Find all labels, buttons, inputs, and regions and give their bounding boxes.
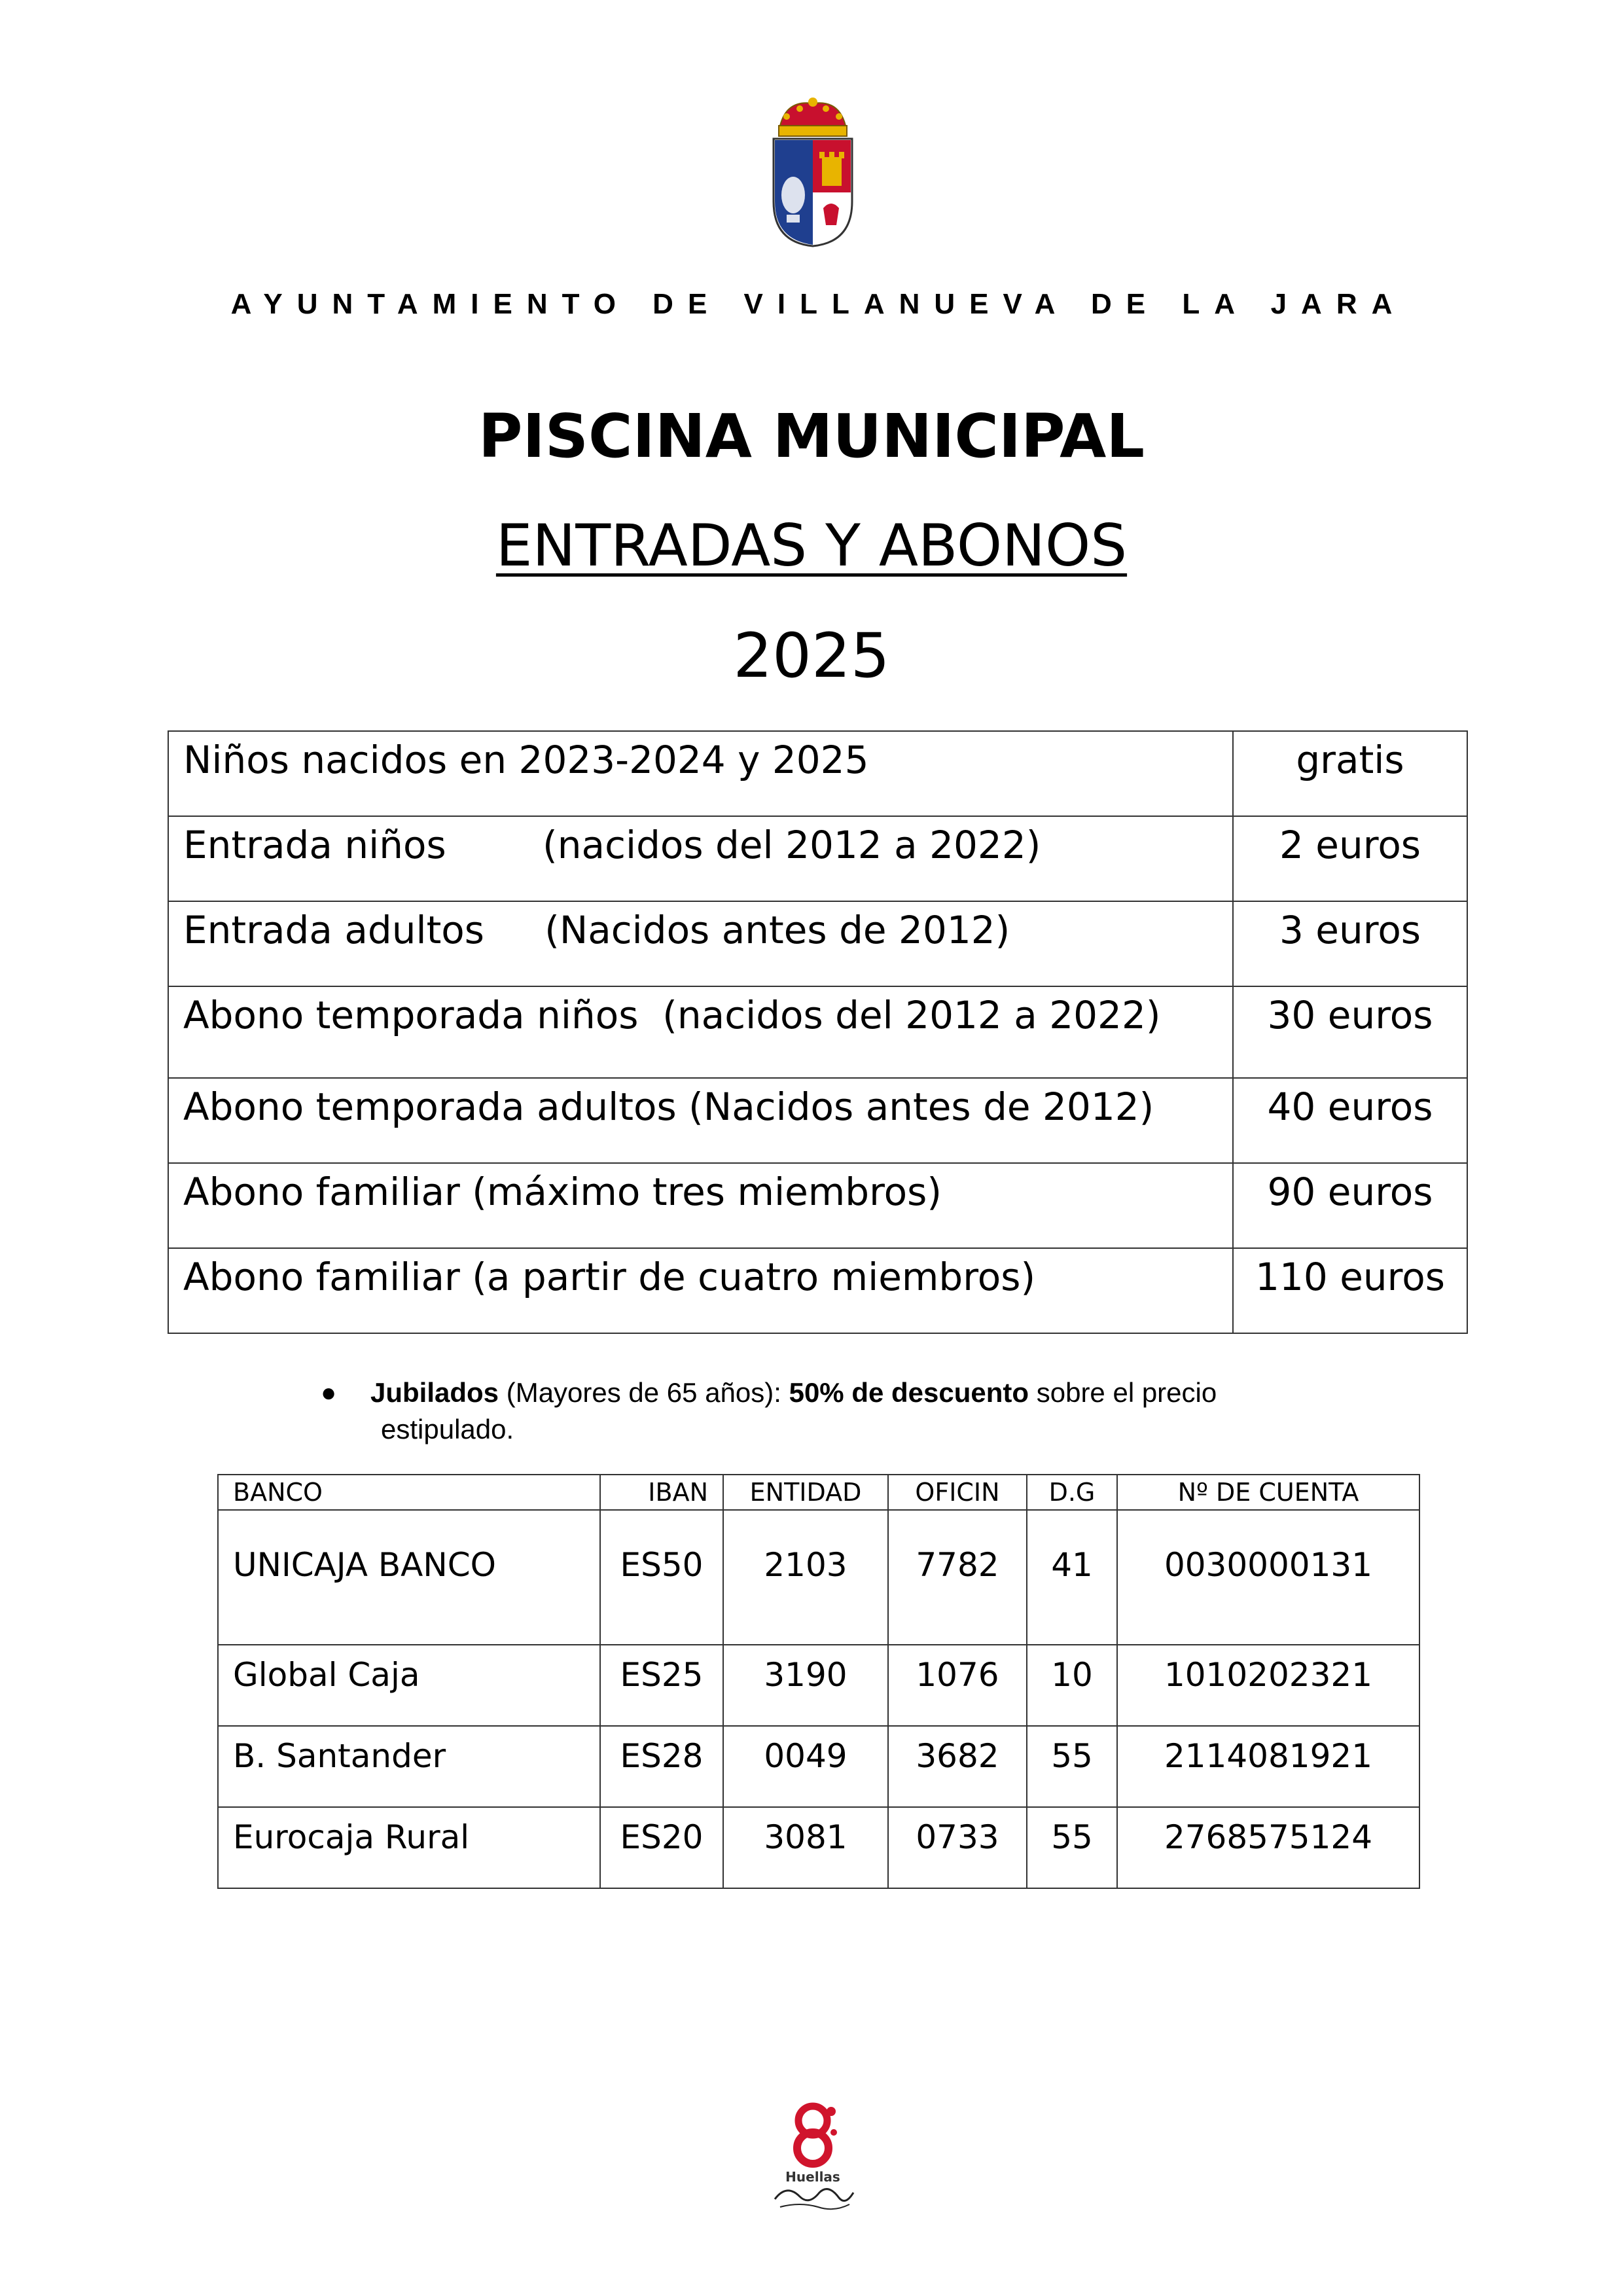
price-label: Entrada niños (nacidos del 2012 a 2022) xyxy=(168,816,1233,901)
prices-table xyxy=(168,730,1468,1334)
iban-value: ES20 xyxy=(600,1807,723,1888)
note-text: (Mayores de 65 años): xyxy=(499,1377,789,1408)
price-value: 110 euros xyxy=(1233,1248,1467,1333)
bank-name: Eurocaja Rural xyxy=(218,1807,600,1888)
bullet-icon: ● xyxy=(321,1378,337,1407)
council-name: AYUNTAMIENTO DE VILLANUEVA DE LA JARA xyxy=(230,288,1407,320)
bank-accounts-table xyxy=(217,1474,1420,1889)
logo-caption: Huellas xyxy=(785,2169,840,2185)
bank-name: UNICAJA BANCO xyxy=(218,1510,600,1645)
price-value: 40 euros xyxy=(1233,1078,1467,1163)
page-subtitle xyxy=(0,512,1623,580)
table-row xyxy=(218,1510,1419,1645)
office-value: 3682 xyxy=(888,1726,1027,1807)
iban-value: ES28 xyxy=(600,1726,723,1807)
coat-of-arms-icon xyxy=(760,97,865,249)
price-value: 30 euros xyxy=(1233,986,1467,1078)
note-line-2: estipulado. xyxy=(381,1414,514,1444)
price-label: Abono temporada niños (nacidos del 2012 a 2022) xyxy=(168,986,1233,1078)
account-value: 0030000131 xyxy=(1117,1510,1419,1645)
office-value: 0733 xyxy=(888,1807,1027,1888)
account-value: 2768575124 xyxy=(1117,1807,1419,1888)
column-header-account: Nº DE CUENTA xyxy=(1117,1475,1419,1510)
entity-value: 3081 xyxy=(723,1807,888,1888)
retiree-discount-note xyxy=(321,1374,1355,1448)
price-value: 3 euros xyxy=(1233,901,1467,986)
huellas-logo xyxy=(760,2094,865,2216)
table-row xyxy=(168,1078,1467,1163)
dg-value: 41 xyxy=(1027,1510,1117,1645)
price-value: 90 euros xyxy=(1233,1163,1467,1248)
entity-value: 2103 xyxy=(723,1510,888,1645)
note-bold-discount: 50% de descuento xyxy=(789,1377,1029,1408)
iban-value: ES25 xyxy=(600,1645,723,1726)
note-line-1 xyxy=(370,1374,1355,1411)
account-value: 1010202321 xyxy=(1117,1645,1419,1726)
office-value: 1076 xyxy=(888,1645,1027,1726)
entity-value: 0049 xyxy=(723,1726,888,1807)
table-row xyxy=(168,901,1467,986)
subtitle-text: ENTRADAS Y ABONOS xyxy=(495,512,1128,579)
dg-value: 55 xyxy=(1027,1807,1117,1888)
price-label: Abono temporada adultos (Nacidos antes de 2012) xyxy=(168,1078,1233,1163)
year-label: 2025 xyxy=(733,620,890,692)
price-value: 2 euros xyxy=(1233,816,1467,901)
huellas-logo-icon xyxy=(760,2094,865,2216)
price-label: Entrada adultos (Nacidos antes de 2012) xyxy=(168,901,1233,986)
iban-value: ES50 xyxy=(600,1510,723,1645)
table-row xyxy=(218,1726,1419,1807)
column-header-dg: D.G xyxy=(1027,1475,1117,1510)
price-label: Abono familiar (a partir de cuatro miembros) xyxy=(168,1248,1233,1333)
table-header-row xyxy=(218,1475,1419,1510)
table-row xyxy=(168,986,1467,1078)
price-label: Niños nacidos en 2023-2024 y 2025 xyxy=(168,731,1233,816)
column-header-entity: ENTIDAD xyxy=(723,1475,888,1510)
bank-name: B. Santander xyxy=(218,1726,600,1807)
table-row xyxy=(168,1163,1467,1248)
table-row xyxy=(168,816,1467,901)
entity-value: 3190 xyxy=(723,1645,888,1726)
table-row xyxy=(218,1645,1419,1726)
table-row xyxy=(168,731,1467,816)
column-header-office: OFICIN xyxy=(888,1475,1027,1510)
price-value: gratis xyxy=(1233,731,1467,816)
note-text: sobre el precio xyxy=(1029,1377,1217,1408)
table-row xyxy=(218,1807,1419,1888)
table-row xyxy=(168,1248,1467,1333)
column-header-bank: BANCO xyxy=(218,1475,600,1510)
bank-name: Global Caja xyxy=(218,1645,600,1726)
price-label: Abono familiar (máximo tres miembros) xyxy=(168,1163,1233,1248)
page-title: PISCINA MUNICIPAL xyxy=(478,401,1145,471)
account-value: 2114081921 xyxy=(1117,1726,1419,1807)
note-bold-retirees: Jubilados xyxy=(370,1377,499,1408)
dg-value: 10 xyxy=(1027,1645,1117,1726)
office-value: 7782 xyxy=(888,1510,1027,1645)
column-header-iban: IBAN xyxy=(600,1475,723,1510)
dg-value: 55 xyxy=(1027,1726,1117,1807)
